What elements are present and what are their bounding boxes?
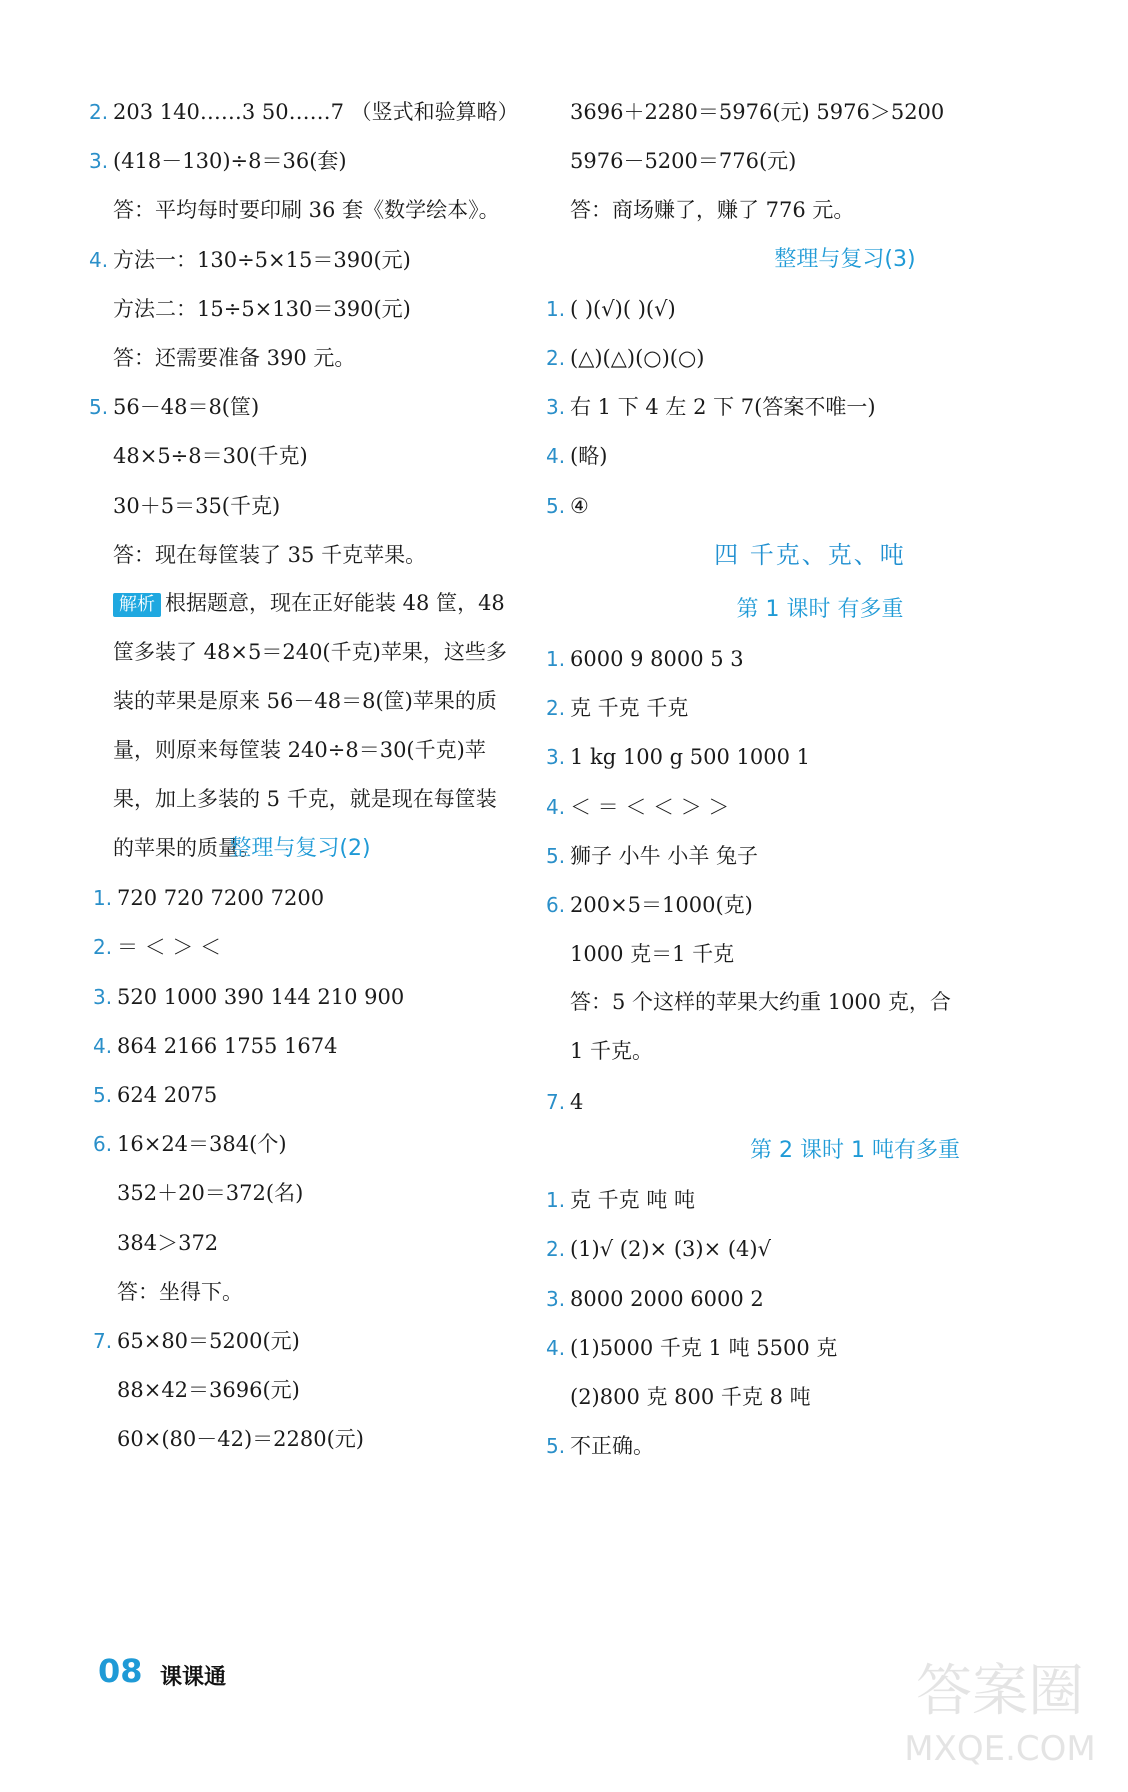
question-number: 2. — [93, 935, 113, 960]
question-number: 5. — [89, 395, 109, 420]
answer-text: 右 1 下 4 左 2 下 7(答案不唯一) — [570, 395, 876, 420]
answer-line — [546, 1087, 584, 1117]
question-number: 1. — [546, 647, 566, 671]
answer-text: 60×(80－42)＝2280(元) — [117, 1427, 364, 1452]
answer-line — [546, 841, 759, 871]
question-number: 2. — [89, 100, 109, 124]
answer-line — [117, 1424, 364, 1454]
answer-text: 答：还需要准备 390 元。 — [113, 346, 356, 370]
answer-line — [113, 343, 355, 373]
answer-line — [93, 982, 405, 1012]
question-number: 1. — [93, 886, 113, 911]
answer-line — [113, 491, 280, 521]
answer-text: 答：商场赚了，赚了 776 元。 — [570, 198, 855, 223]
answer-line — [93, 1326, 300, 1356]
answer-text: 方法一：130÷5×15＝390(元) — [113, 247, 411, 272]
answer-text: 4 — [570, 1089, 584, 1114]
answer-text: 88×42＝3696(元) — [117, 1378, 300, 1403]
answer-text: 203 140……3 50……7 （竖式和验算略） — [113, 100, 519, 124]
answer-line — [570, 146, 796, 176]
question-number: 2. — [546, 696, 566, 721]
answer-text: 答：坐得下。 — [117, 1279, 243, 1304]
answer-line — [546, 343, 705, 373]
lesson1-answer: 答：5 个这样的苹果大约重 1000 克，合 1 千克。 — [570, 990, 951, 1064]
question-number: 2. — [546, 1237, 566, 1262]
answer-text: 8000 2000 6000 2 — [570, 1286, 764, 1311]
answer-line — [89, 245, 411, 275]
answer-line — [113, 441, 308, 471]
answer-line — [570, 195, 854, 225]
question-number: 6. — [546, 893, 566, 917]
answer-line — [546, 441, 608, 471]
answer-text: 3696＋2280＝5976(元) 5976＞5200 — [570, 100, 945, 124]
answer-line — [117, 1375, 300, 1405]
answer-line — [113, 540, 426, 570]
answer-text: 720 720 7200 7200 — [117, 886, 325, 911]
answer-text: 克 千克 吨 吨 — [570, 1188, 696, 1213]
answer-line — [113, 195, 500, 225]
watermark-url: MXQE.COM — [904, 1729, 1096, 1769]
answer-text: 不正确。 — [570, 1434, 654, 1459]
question-number: 7. — [93, 1329, 113, 1353]
answer-line — [546, 1333, 838, 1363]
answer-text: 65×80＝5200(元) — [117, 1329, 300, 1353]
watermark-logo — [890, 1640, 1110, 1780]
book-name: 课课通 — [160, 1665, 227, 1690]
answer-line — [546, 693, 689, 723]
answer-line — [117, 1178, 303, 1208]
analysis-paragraph — [113, 579, 513, 873]
question-number: 5. — [546, 1434, 566, 1459]
question-number: 6. — [93, 1132, 113, 1157]
answer-line — [89, 146, 347, 176]
answer-text: 狮子 小牛 小羊 兔子 — [570, 843, 759, 868]
answer-line — [117, 1228, 218, 1258]
answer-text: 30＋5＝35(千克) — [113, 493, 281, 518]
answer-line — [570, 97, 944, 127]
question-number: 2. — [546, 346, 566, 370]
answer-line — [117, 1277, 243, 1307]
answer-line — [93, 1129, 287, 1159]
analysis-text: 根据题意，现在正好能装 48 筐，48 筐多装了 48×5＝240(千克)苹果，这些多装的苹果是原来 56－48＝8(筐)苹果的质量，则原来每筐装 240÷8＝30(千克)苹果，加上多装的 5 千克，就是现在每筐装的苹果的质量。 — [113, 591, 507, 860]
question-number: 4. — [546, 444, 566, 469]
answer-line — [546, 1185, 696, 1215]
question-number: 5. — [546, 493, 566, 518]
section-heading: 第 1 课时 有多重 — [736, 596, 904, 622]
answer-text: 624 2075 — [117, 1083, 218, 1107]
answer-text: ＜ ＝ ＜ ＜ ＞ ＞ — [570, 794, 730, 819]
answer-text: (1)√ (2)× (3)× (4)√ — [570, 1237, 771, 1262]
answer-text: 48×5÷8＝30(千克) — [113, 444, 308, 469]
answer-line — [93, 1080, 218, 1110]
answer-line — [546, 742, 810, 772]
question-number: 3. — [93, 984, 113, 1009]
answer-text: 864 2166 1755 1674 — [117, 1033, 338, 1058]
answer-text: (1)5000 千克 1 吨 5500 克 — [570, 1335, 838, 1360]
answer-line — [93, 1031, 338, 1061]
question-number: 3. — [546, 1286, 566, 1311]
answer-line — [89, 97, 519, 127]
question-number: 5. — [546, 843, 566, 868]
answer-line — [546, 1234, 771, 1264]
answer-line — [89, 392, 260, 422]
question-number: 1. — [546, 1188, 566, 1213]
answer-line — [546, 1431, 654, 1461]
section-heading: 整理与复习(3) — [774, 246, 916, 272]
answer-line — [546, 890, 753, 920]
answer-text: 56－48＝8(筐) — [113, 395, 260, 420]
answer-line — [570, 1382, 811, 1412]
answer-text: 5976－5200＝776(元) — [570, 149, 797, 174]
answer-text: (略) — [570, 444, 608, 469]
answer-text: 16×24＝384(个) — [117, 1132, 287, 1157]
answer-text: 384＞372 — [117, 1230, 219, 1255]
answer-line — [93, 932, 222, 962]
answer-line — [546, 1284, 764, 1314]
answer-text: 1000 克＝1 千克 — [570, 942, 735, 967]
answer-text: 352＋20＝372(名) — [117, 1181, 304, 1206]
answer-text: (418－130)÷8＝36(套) — [113, 149, 347, 174]
question-number: 3. — [546, 745, 566, 770]
answer-text: (△)(△)(○)(○) — [570, 346, 705, 370]
answer-text: 200×5＝1000(克) — [570, 893, 753, 917]
answer-text: 6000 9 8000 5 3 — [570, 647, 744, 671]
answer-text: ④ — [570, 493, 589, 518]
answer-text: ( )(√)( )(√) — [570, 296, 676, 321]
question-number: 4. — [546, 794, 566, 819]
question-number: 5. — [93, 1083, 113, 1107]
answer-line — [546, 792, 730, 822]
section-heading: 整理与复习(2) — [229, 836, 371, 861]
watermark-text: 答案圈 — [916, 1659, 1084, 1724]
answer-line — [113, 294, 411, 324]
answer-text: (2)800 克 800 千克 8 吨 — [570, 1385, 811, 1409]
answer-text: 520 1000 390 144 210 900 — [117, 984, 405, 1009]
question-number: 3. — [89, 149, 109, 174]
page-number: 08 — [98, 1652, 143, 1690]
answer-text: 方法二：15÷5×130＝390(元) — [113, 296, 411, 321]
question-number: 4. — [93, 1033, 113, 1058]
question-number: 4. — [89, 247, 109, 272]
question-number: 7. — [546, 1089, 566, 1114]
answer-line — [546, 294, 676, 324]
answer-text: ＝ ＜ ＞ ＜ — [117, 935, 222, 960]
section-heading: 第 2 课时 1 吨有多重 — [750, 1138, 960, 1163]
answer-text: 答：现在每筐装了 35 千克苹果。 — [113, 542, 427, 567]
answer-line — [546, 491, 589, 521]
section-heading: 四 千克、克、吨 — [714, 540, 906, 569]
answer-text: 克 千克 千克 — [570, 696, 689, 721]
answer-line — [546, 392, 876, 422]
answer-text: 答：平均每时要印刷 36 套《数学绘本》。 — [113, 198, 500, 223]
question-number: 3. — [546, 395, 566, 420]
question-number: 4. — [546, 1335, 566, 1360]
answer-line — [570, 939, 734, 969]
analysis-tag: 解析 — [113, 593, 161, 617]
answer-text: 1 kg 100 g 500 1000 1 — [570, 745, 810, 770]
answer-line — [93, 883, 325, 913]
question-number: 1. — [546, 296, 566, 321]
answer-line — [546, 644, 744, 674]
